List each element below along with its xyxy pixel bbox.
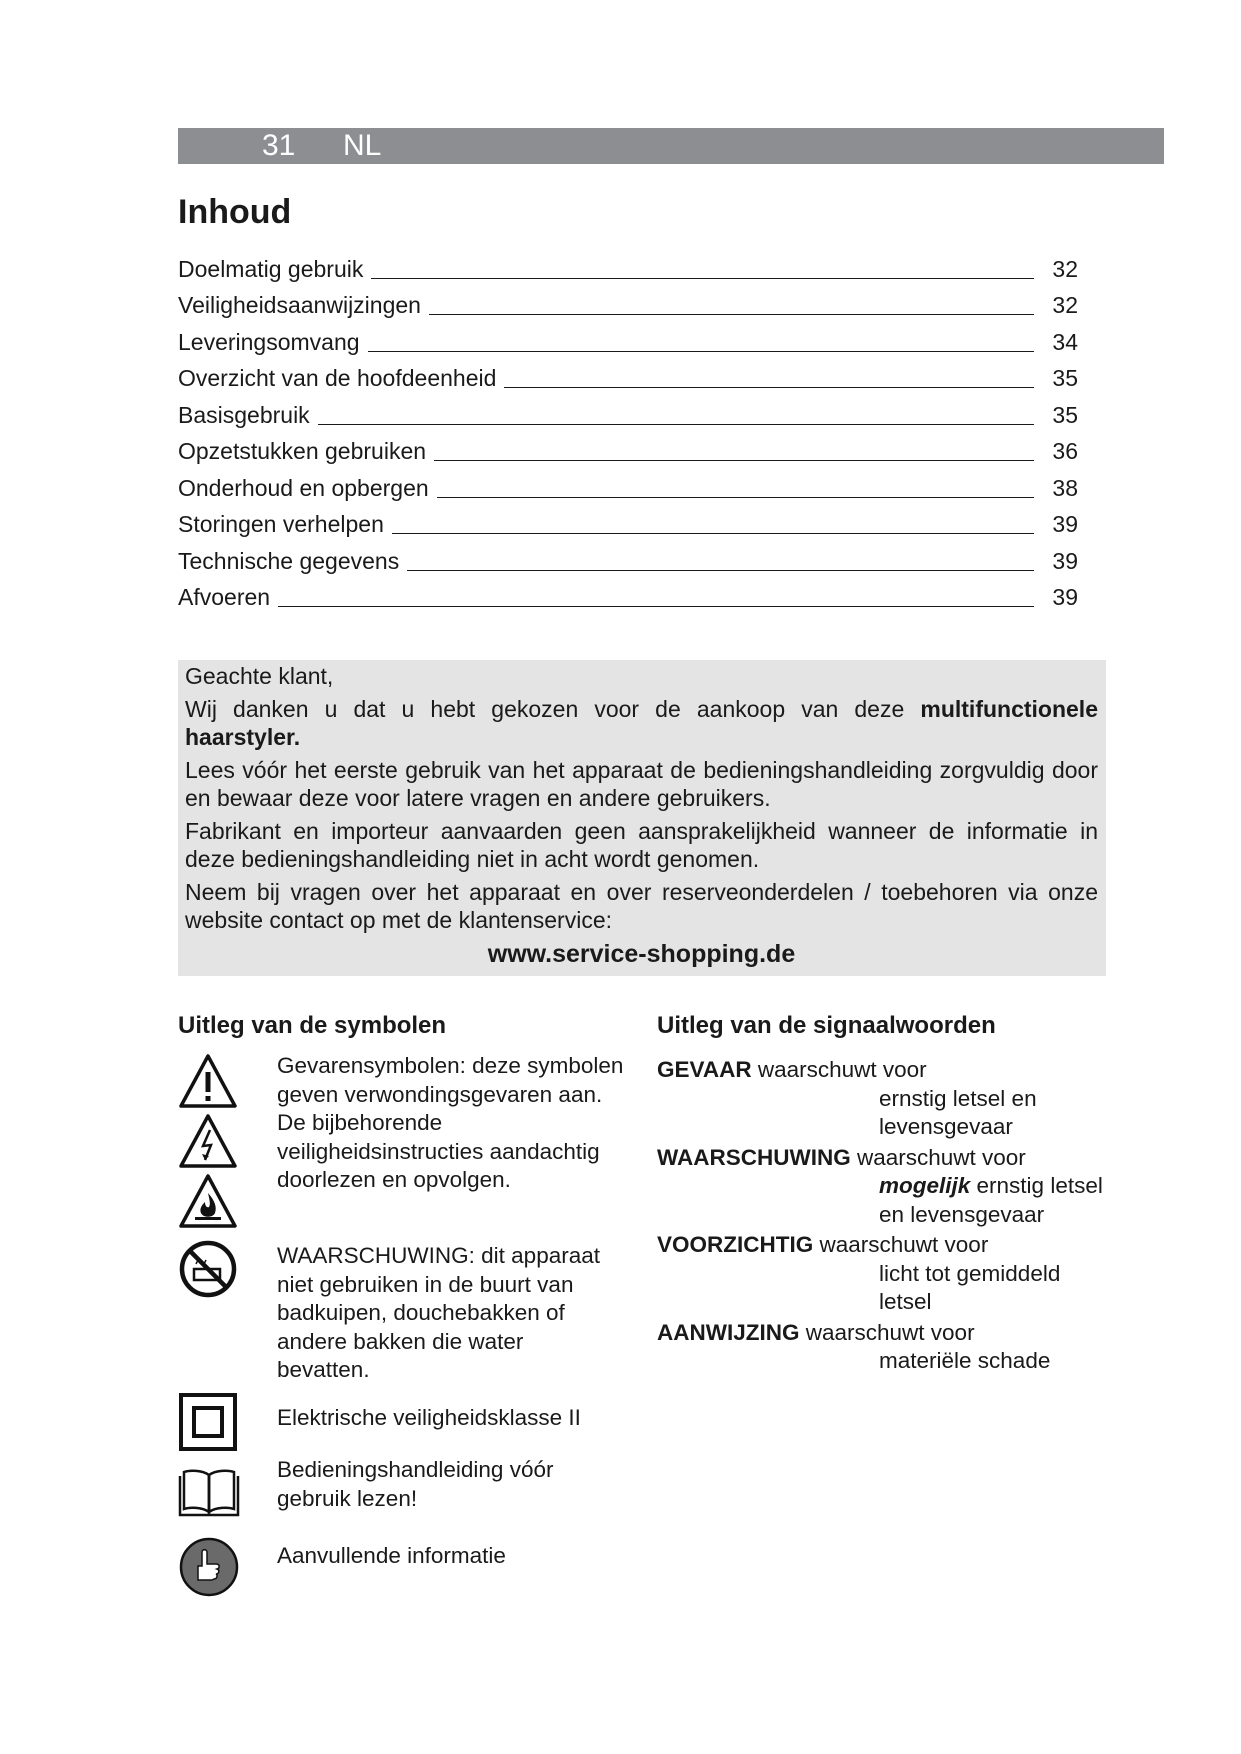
greeting: Geachte klant,	[185, 663, 334, 689]
toc-entry[interactable]: Opzetstukken gebruiken 36	[178, 438, 1078, 464]
leader-line	[407, 570, 1034, 571]
read-first-paragraph: Lees vóór het eerste gebruik van het apparaat de bedieningshandleiding zorgvuldig door en bewaar deze voor latere vragen en andere gebruikers.	[185, 757, 1098, 811]
toc-entry[interactable]: Basisgebruik 35	[178, 401, 1078, 428]
no-water-bath-icon	[178, 1239, 238, 1299]
toc-entry[interactable]: Technische gegevens 39	[178, 547, 1078, 574]
leader-line	[437, 497, 1034, 498]
toc-entry[interactable]: Leveringsomvang 34	[178, 328, 1078, 355]
electric-shock-icon	[178, 1113, 238, 1169]
page-number: 31	[262, 129, 296, 162]
read-manual-book-icon	[178, 1467, 240, 1519]
symbols-heading: Uitleg van de symbolen	[178, 1012, 447, 1039]
customer-intro-box	[178, 660, 1106, 976]
toc-entry[interactable]: Overzicht van de hoofdeenheid 35	[178, 365, 1078, 391]
signal-words-heading: Uitleg van de signaalwoorden	[657, 1012, 996, 1039]
class-ii-text: Elektrische veiligheidsklasse II	[277, 1405, 581, 1430]
water-warning-text: WAARSCHUWING: dit apparaat niet gebruiken in de buurt van badkuipen, douchebakken of andere bakken die water bevatten.	[277, 1243, 600, 1382]
signal-entry-danger: GEVAAR waarschuwt voor ernstig letsel en levensgevaar	[657, 1057, 1037, 1139]
contact-paragraph: Neem bij vragen over het apparaat en over reserveonderdelen / toebehoren via onze website contact op met de klantenservice:	[185, 879, 1098, 933]
toc-entry[interactable]: Onderhoud en opbergen 38	[178, 474, 1078, 501]
leader-line	[368, 351, 1034, 352]
leader-line	[504, 387, 1034, 388]
thanks-paragraph: Wij danken u dat u hebt gekozen voor de aankoop van deze multifunctionele haarstyler.	[185, 696, 1098, 750]
leader-line	[371, 278, 1034, 279]
read-manual-text: Bedieningshandleiding vóór gebruik lezen!	[277, 1457, 554, 1511]
signal-entry-notice: AANWIJZING waarschuwt voor materiële schade	[657, 1319, 1051, 1373]
signal-entry-caution: VOORZICHTIG waarschuwt voor licht tot gemiddeld letsel	[657, 1232, 1061, 1314]
fire-hazard-icon	[178, 1173, 238, 1229]
table-of-contents	[178, 246, 1078, 611]
toc-entry[interactable]: Veiligheidsaanwijzingen 32	[178, 292, 1078, 318]
signal-entry-warning: WAARSCHUWING waarschuwt voor mogelijk ernstig letsel en levensgevaar	[657, 1144, 1103, 1227]
leader-line	[318, 424, 1034, 425]
class-ii-double-square-icon	[178, 1392, 238, 1452]
product-name: multifunctionele haarstyler.	[185, 696, 1098, 750]
page-header-bar	[178, 128, 1164, 164]
service-url-link[interactable]: www.service-shopping.de	[487, 940, 796, 968]
signal-words-list	[657, 1056, 1117, 1378]
liability-paragraph: Fabrikant en importeur aanvaarden geen aansprakelijkheid wanneer de informatie in deze bedieningshandleiding niet in acht wordt genomen.	[185, 818, 1098, 872]
leader-line	[429, 314, 1034, 315]
toc-entry[interactable]: Doelmatig gebruik 32	[178, 255, 1078, 282]
language-code: NL	[343, 129, 382, 162]
hand-info-icon	[178, 1536, 240, 1598]
warning-triangle-icon	[178, 1053, 238, 1109]
toc-entry[interactable]: Afvoeren 39	[178, 584, 1078, 610]
danger-symbols-text: Gevarensymbolen: deze symbolen geven verwondingsgevaren aan. De bijbehorende veiligheidsinstructies aandachtig doorlezen en opvolgen.	[277, 1053, 624, 1192]
toc-title: Inhoud	[178, 193, 292, 231]
additional-info-text: Aanvullende informatie	[277, 1543, 506, 1568]
leader-line	[392, 533, 1034, 534]
toc-entry[interactable]: Storingen verhelpen 39	[178, 511, 1078, 537]
leader-line	[434, 460, 1034, 461]
leader-line	[278, 606, 1034, 607]
